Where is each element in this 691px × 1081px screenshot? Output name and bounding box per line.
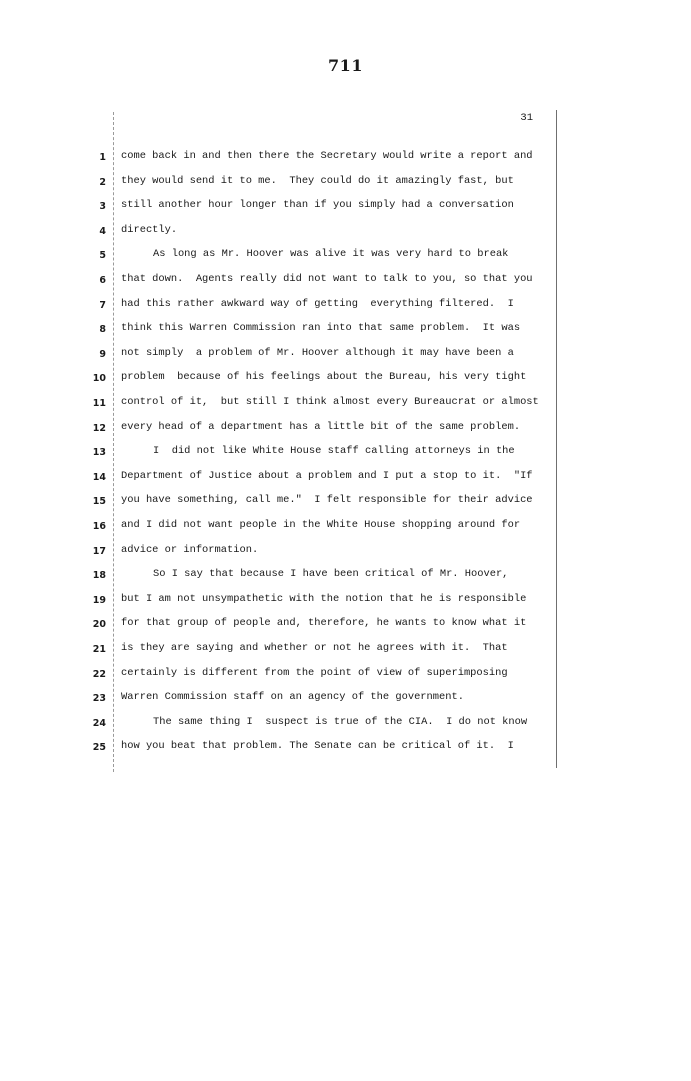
line-number: 6	[99, 275, 106, 286]
line-number: 5	[99, 250, 106, 262]
line-number: 16	[92, 521, 106, 532]
transcript-line	[0, 347, 691, 371]
transcript-line	[0, 273, 691, 297]
line-number: 25	[92, 742, 106, 754]
transcript-line	[0, 667, 691, 691]
line-number: 21	[92, 644, 106, 655]
transcript-line	[0, 298, 691, 322]
transcript-line	[0, 199, 691, 223]
line-text: control of it, but still I think almost every Bureaucrat or almost	[121, 396, 539, 408]
line-text: I did not like White House staff calling attorneys in the	[153, 445, 515, 458]
transcript-line	[0, 642, 691, 666]
line-number: 9	[99, 348, 106, 360]
transcript-line	[0, 544, 691, 568]
line-text: had this rather awkward way of getting everything filtered. I	[121, 297, 514, 310]
line-number: 20	[92, 619, 106, 631]
sheet-number: 31	[520, 112, 533, 124]
transcript-line	[0, 175, 691, 199]
line-text: directly.	[121, 223, 178, 236]
line-text: you have something, call me." I felt responsible for their advice	[121, 494, 533, 507]
line-text: Warren Commission staff on an agency of the government.	[121, 691, 464, 704]
line-number: 23	[92, 693, 106, 705]
line-number: 2	[99, 176, 106, 188]
line-number: 22	[92, 668, 106, 680]
line-number: 24	[92, 717, 106, 729]
transcript-line	[0, 421, 691, 445]
transcript-line	[0, 248, 691, 272]
transcript-line	[0, 470, 691, 494]
line-number: 11	[92, 398, 106, 409]
line-text: As long as Mr. Hoover was alive it was very hard to break	[153, 248, 509, 261]
line-number: 8	[99, 324, 106, 336]
line-number: 14	[92, 471, 106, 483]
transcript-line	[0, 150, 691, 174]
transcript-line	[0, 322, 691, 346]
line-text: Department of Justice about a problem and I put a stop to it. "If	[121, 469, 533, 482]
line-text: how you beat that problem. The Senate can be critical of it. I	[121, 740, 514, 753]
line-text: for that group of people and, therefore, he wants to know what it	[121, 617, 527, 630]
line-text: is they are saying and whether or not he agrees with it. That	[121, 642, 508, 654]
transcript-line	[0, 593, 691, 617]
page-number: 711	[328, 56, 363, 75]
line-text: problem because of his feelings about the Bureau, his very tight	[121, 371, 527, 384]
line-number: 12	[92, 422, 106, 434]
line-text: come back in and then there the Secretary would write a report and	[121, 150, 533, 162]
line-number: 19	[92, 594, 106, 606]
line-text: that down. Agents really did not want to talk to you, so that you	[121, 273, 533, 285]
line-text: The same thing I suspect is true of the CIA. I do not know	[153, 715, 528, 728]
transcript-line	[0, 568, 691, 592]
line-text: not simply a problem of Mr. Hoover although it may have been a	[121, 346, 514, 359]
line-number: 18	[92, 570, 106, 582]
line-text: think this Warren Commission ran into that same problem. It was	[121, 322, 521, 335]
transcript-line	[0, 740, 691, 764]
line-number: 15	[92, 496, 106, 508]
transcript-line	[0, 224, 691, 248]
transcript-line	[0, 445, 691, 469]
line-text: but I am not unsympathetic with the notion that he is responsible	[121, 592, 527, 605]
line-number: 4	[99, 225, 106, 237]
transcript-line	[0, 691, 691, 715]
line-text: certainly is different from the point of view of superimposing	[121, 666, 508, 679]
line-number: 1	[99, 152, 106, 163]
transcript-line	[0, 371, 691, 395]
transcript-line	[0, 617, 691, 641]
line-text: still another hour longer than if you simply had a conversation	[121, 199, 514, 212]
line-text: So I say that because I have been critical of Mr. Hoover,	[153, 568, 509, 581]
line-number: 13	[92, 447, 106, 459]
transcript-line	[0, 716, 691, 740]
line-number: 17	[92, 545, 106, 557]
line-number: 10	[92, 373, 106, 385]
line-text: advice or information.	[121, 543, 259, 556]
line-number: 7	[99, 299, 106, 311]
line-text: and I did not want people in the White House shopping around for	[121, 519, 521, 531]
transcript-line	[0, 396, 691, 420]
transcript-line	[0, 494, 691, 518]
line-text: they would send it to me. They could do it amazingly fast, but	[121, 174, 514, 187]
line-text: every head of a department has a little bit of the same problem.	[121, 420, 521, 433]
line-number: 3	[99, 201, 106, 213]
transcript-line	[0, 519, 691, 543]
